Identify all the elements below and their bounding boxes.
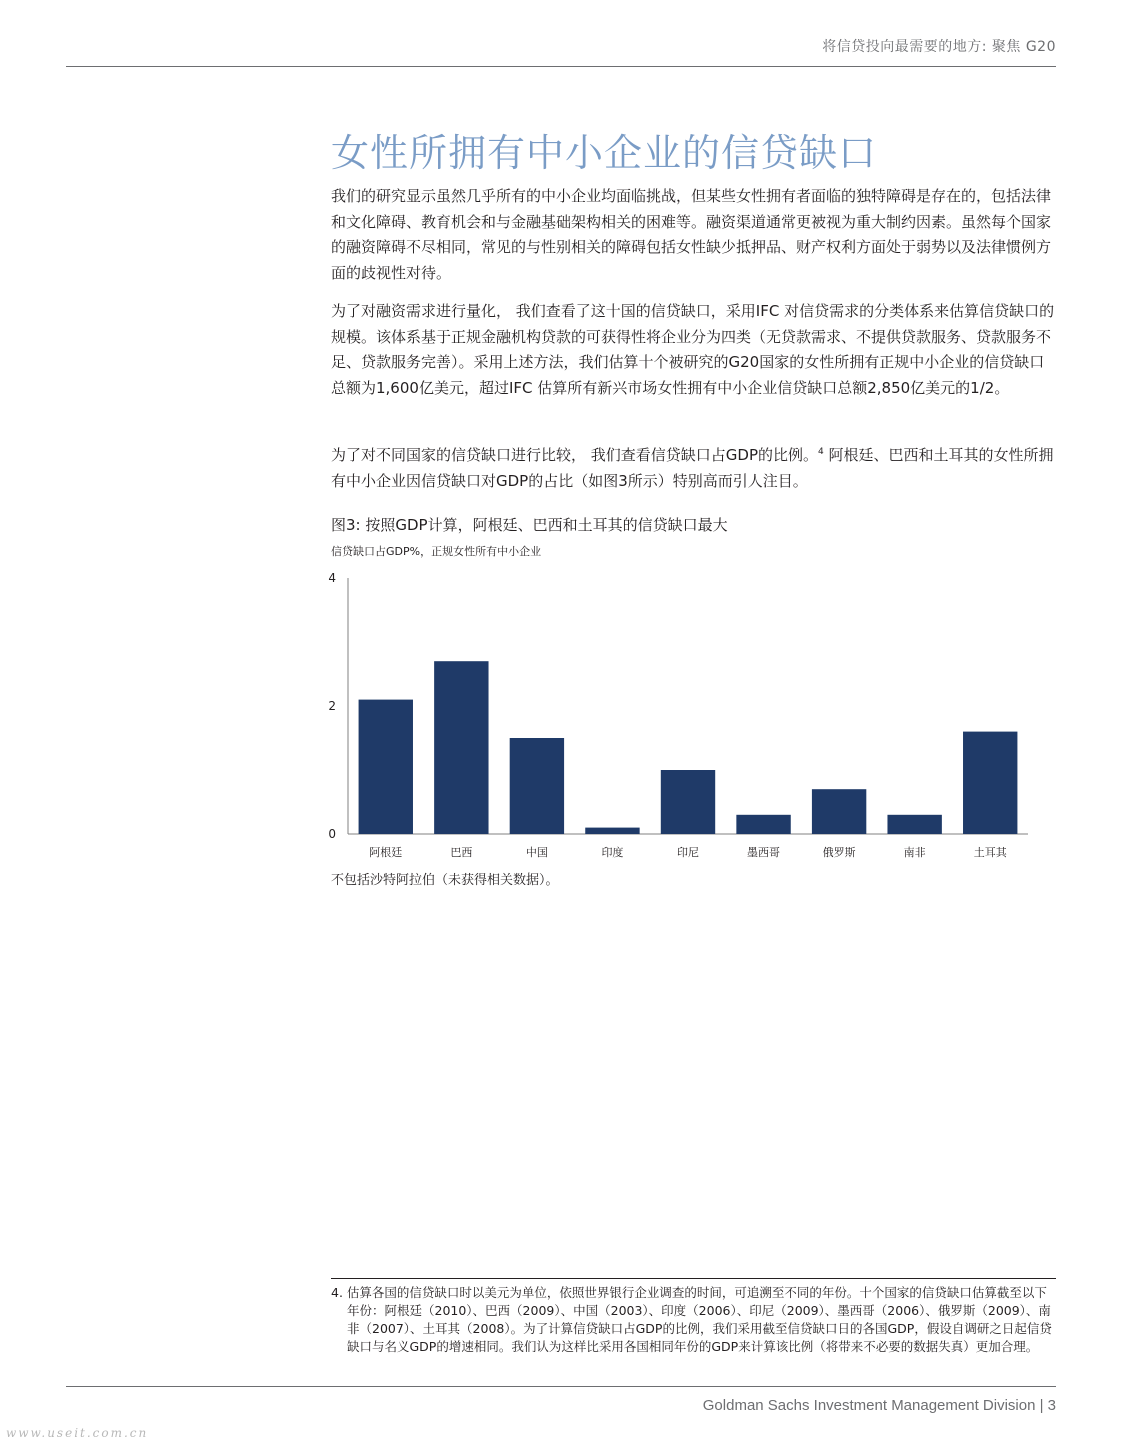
chart-note: 不包括沙特阿拉伯（未获得相关数据）。 bbox=[331, 873, 559, 888]
bar-2 bbox=[434, 661, 488, 834]
header-divider bbox=[66, 66, 1056, 67]
y-tick-label: 0 bbox=[328, 827, 336, 841]
paragraph-3 bbox=[331, 440, 1056, 494]
x-tick-label: 阿根廷 bbox=[369, 846, 403, 859]
bar-1 bbox=[359, 700, 413, 834]
footnote-ref-4[interactable]: 4 bbox=[818, 447, 824, 457]
paragraph-1: 我们的研究显示虽然几乎所有的中小企业均面临挑战，但某些女性拥有者面临的独特障碍是存在的，包括法律和文化障碍、教育机会和与金融基础架构相关的困难等。融资渠道通常更被视为重大制约因素。虽然每个国家的融资障碍不尽相同，常见的与性别相关的障碍包括女性缺少抵押品、财产权利方面处于弱势以及法律惯例方面的歧视性对待。 bbox=[331, 187, 1052, 282]
y-tick-label: 2 bbox=[328, 699, 336, 713]
x-tick-label: 墨西哥 bbox=[747, 846, 781, 859]
bar-6 bbox=[736, 815, 790, 834]
footnote-4: 4. 估算各国的信贷缺口时以美元为单位，依照世界银行企业调查的时间，可追溯至不同的年份。十个国家的信贷缺口估算截至以下年份：阿根廷（2010）、巴西（2009）、中国（2003）、印度（2006）、印尼（2009）、墨西哥（2006）、俄罗斯（2009）、南非（2007）、土耳其（2008）。为了计算信贷缺口占GDP的比例，我们采用截至信贷缺口日的各国GDP，假设自调研之日起信贷缺口与名义GDP的增速相同。我们认为这样比采用各国相同年份的GDP来计算该比例（将带来不必要的数据失真）更加合理。 bbox=[331, 1285, 1052, 1354]
figure-title: 图3: 按照GDP计算，阿根廷、巴西和土耳其的信贷缺口最大 bbox=[331, 516, 728, 534]
footnote-divider bbox=[331, 1278, 1056, 1279]
bar-8 bbox=[887, 815, 941, 834]
paragraph-3-text: 为了对不同国家的信贷缺口进行比较， 我们查看信贷缺口占GDP的比例。 bbox=[331, 446, 818, 464]
watermark: www.useit.com.cn bbox=[6, 1426, 149, 1440]
running-header: 将信贷投向最需要的地方: 聚焦 G20 bbox=[822, 39, 1056, 55]
figure-subtitle: 信贷缺口占GDP%，正规女性所有中小企业 bbox=[331, 545, 542, 558]
page-title: 女性所拥有中小企业的信贷缺口 bbox=[331, 131, 878, 175]
x-tick-label: 中国 bbox=[525, 846, 548, 859]
bar-7 bbox=[812, 789, 866, 834]
paragraph-3-text-cont: 阿根廷、巴西和土耳其的女性所拥有中小企业因信贷缺口对GDP的占比（如图3所示）特别高而引人注目。 bbox=[331, 446, 1054, 490]
x-tick-label: 印尼 bbox=[677, 846, 699, 859]
bar-5 bbox=[661, 770, 715, 834]
y-tick-label: 4 bbox=[328, 571, 336, 585]
footer-text: Goldman Sachs Investment Management Division | 3 bbox=[702, 1397, 1056, 1414]
x-tick-label: 土耳其 bbox=[973, 846, 1007, 859]
bar-chart bbox=[320, 566, 1040, 862]
bar-9 bbox=[963, 732, 1017, 834]
x-tick-label: 印度 bbox=[601, 846, 624, 859]
paragraph-2: 为了对融资需求进行量化， 我们查看了这十国的信贷缺口，采用IFC 对信贷需求的分类体系来估算信贷缺口的规模。该体系基于正规金融机构贷款的可获得性将企业分为四类（无贷款需求、不提供贷款服务、贷款服务不足、贷款服务完善）。采用上述方法，我们估算十个被研究的G20国家的女性所拥有正规中小企业的信贷缺口总额为1,600亿美元，超过IFC 估算所有新兴市场女性拥有中小企业信贷缺口总额2,850亿美元的1/2。 bbox=[331, 302, 1055, 397]
x-tick-label: 南非 bbox=[903, 846, 926, 859]
x-tick-label: 俄罗斯 bbox=[822, 846, 856, 859]
bar-3 bbox=[510, 738, 564, 834]
footer-divider bbox=[66, 1386, 1056, 1387]
bar-4 bbox=[585, 828, 639, 834]
x-tick-label: 巴西 bbox=[450, 846, 473, 859]
